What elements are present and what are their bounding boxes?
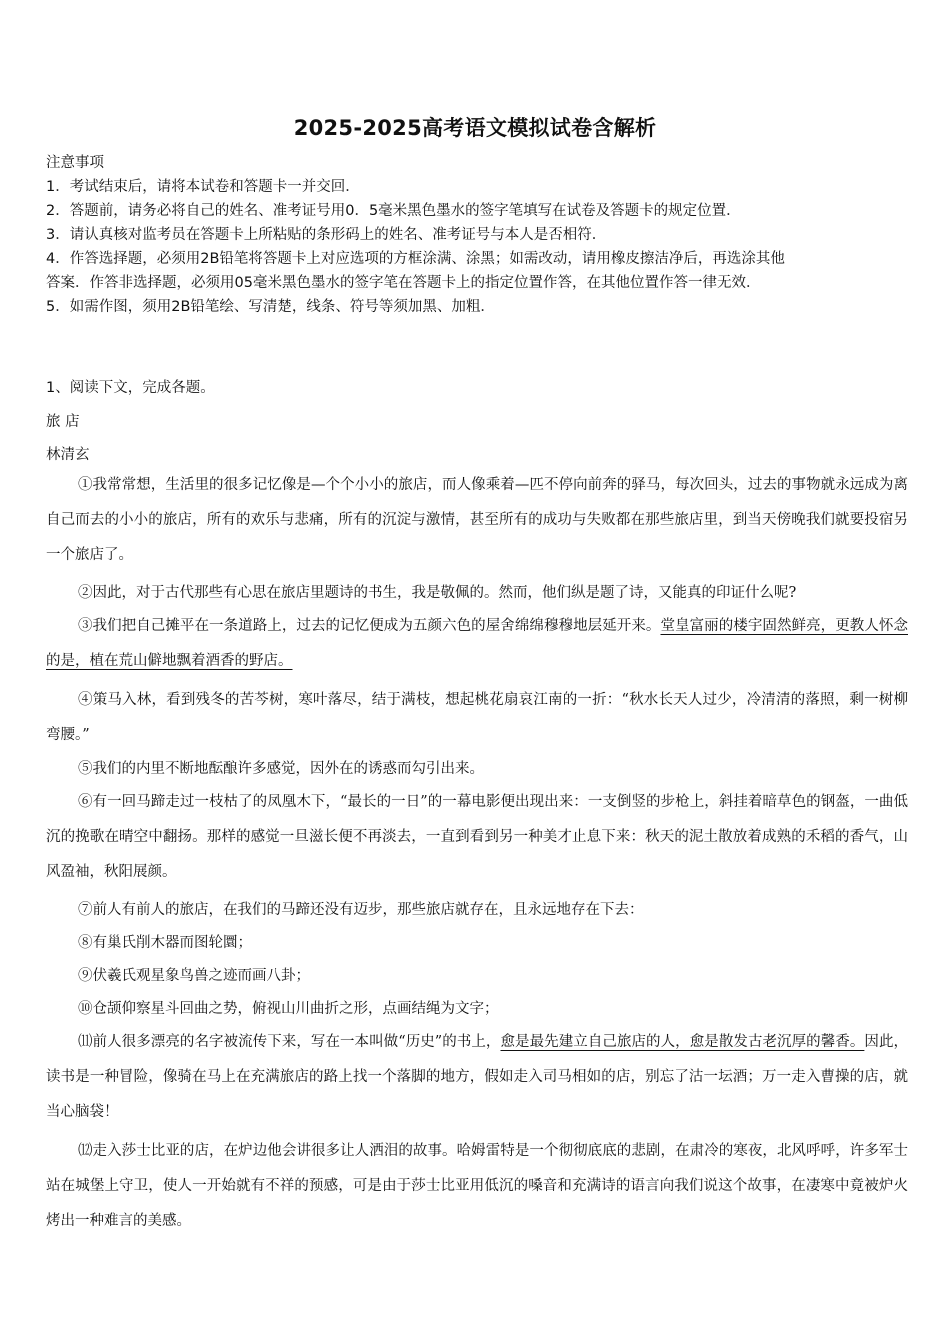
notice-item: 1．考试结束后，请将本试卷和答题卡一并交回． [46, 179, 360, 195]
paragraph-3-text: ③我们把自己摊平在一条道路上，过去的记忆便成为五颜六色的屋舍绵绵穆穆地层延开来。 [78, 618, 661, 634]
notice-item: 3．请认真核对监考员在答题卡上所粘贴的条形码上的姓名、准考证号与本人是否相符． [46, 227, 607, 243]
paragraph-11-text-end: 因此，读书是一种冒险，像骑在马上在充满旅店的路上找一个落脚的地方，假如走入司马相如的店，别忘了沽一坛酒；万一走入曹操的店，就当心脑袋！ [46, 1034, 909, 1120]
article-author: 林清玄 [46, 447, 90, 463]
notice-item: 4．作答选择题，必须用2B铅笔将答题卡上对应选项的方框涂满、涂黑；如需改动，请用橡皮擦洁净后，再选涂其他 [46, 251, 785, 267]
article-title: 旅 店 [46, 414, 80, 430]
notice-item: 答案．作答非选择题，必须用05毫米黑色墨水的签字笔在答题卡上的指定位置作答，在其他位置作答一律无效． [46, 275, 761, 291]
notice-section [46, 151, 906, 319]
paragraph-4: ④策马入林，看到残冬的苦芩树，寒叶落尽，结于满枝，想起桃花扇哀江南的一折：“秋水长天人过少，冷清清的落照，剩一树柳弯腰。” [46, 692, 908, 743]
paragraph-6: ⑥有一回马蹄走过一枝枯了的凤凰木下，“最长的一日”的一幕电影便出现出来：一支倒竖的步枪上，斜挂着暗草色的钢盔，一曲低沉的挽歌在晴空中翻扬。那样的感觉一旦滋长便不再淡去，一直到看到另一种美才止息下来：秋天的泥土散放着成熟的禾稻的香气，山风盈袖，秋阳展颜。 [46, 794, 908, 880]
question-prompt: 1、阅读下文，完成各题。 [46, 380, 215, 396]
paragraph-7: ⑦前人有前人的旅店，在我们的马蹄还没有迈步，那些旅店就存在，且永远地存在下去： [78, 902, 644, 918]
paragraph-8: ⑧有巢氏削木器而图轮圜； [78, 935, 252, 951]
paragraph-5: ⑤我们的内里不断地酝酿许多感觉，因外在的诱惑而勾引出来。 [78, 761, 484, 777]
paragraph-1: ①我常常想，生活里的很多记忆像是—个个小小的旅店，而人像乘着—匹不停向前奔的驿马，每次回头，过去的事物就永远成为离自己而去的小小的旅店，所有的欢乐与悲痛，所有的沉淀与激情，甚至所有的成功与失败都在那些旅店里，到当天傍晚我们就要投宿另一个旅店了。 [46, 477, 908, 563]
paragraph-3 [46, 609, 908, 679]
page-title: 2025-2025高考语文模拟试卷含解析 [293, 116, 657, 140]
notice-item: 5．如需作图，须用2B铅笔绘、写清楚，线条、符号等须加黑、加粗． [46, 299, 495, 315]
paragraph-11 [46, 1025, 908, 1130]
underlined-sentence: 堂皇富丽的楼宇固然鲜亮，更教人怀念的是，植在荒山僻地飘着酒香的野店。 [46, 618, 908, 669]
paragraph-12: ⑿走入莎士比亚的店，在炉边他会讲很多让人洒泪的故事。哈姆雷特是一个彻彻底底的悲剧，在肃冷的寒夜，北风呼呼，许多军士站在城堡上守卫，使人一开始就有不祥的预感，可是由于莎士比亚用低沉的嗓音和充满诗的语言向我们说这个故事，在凄寒中竟被炉火烤出一种难言的美感。 [46, 1143, 908, 1229]
notice-item: 2．答题前，请务必将自己的姓名、准考证号用0．5毫米黑色墨水的签字笔填写在试卷及答题卡的规定位置． [46, 203, 741, 219]
notice-heading: 注意事项 [46, 155, 104, 171]
paragraph-9: ⑨伏羲氏观星象鸟兽之迹而画八卦； [78, 968, 310, 984]
paragraph-11-text: ⑾前人很多漂亮的名字被流传下来，写在一本叫做“历史”的书上， [78, 1034, 501, 1050]
paragraph-10: ⑩仓颉仰察星斗回曲之势，俯视山川曲折之形，点画结绳为文字； [78, 1001, 499, 1017]
underlined-sentence: 愈是最先建立自己旅店的人，愈是散发古老沉厚的馨香。 [500, 1034, 865, 1050]
paragraph-2: ②因此，对于古代那些有心思在旅店里题诗的书生，我是敬佩的。然而，他们纵是题了诗，又能真的印证什么呢? [78, 585, 797, 601]
